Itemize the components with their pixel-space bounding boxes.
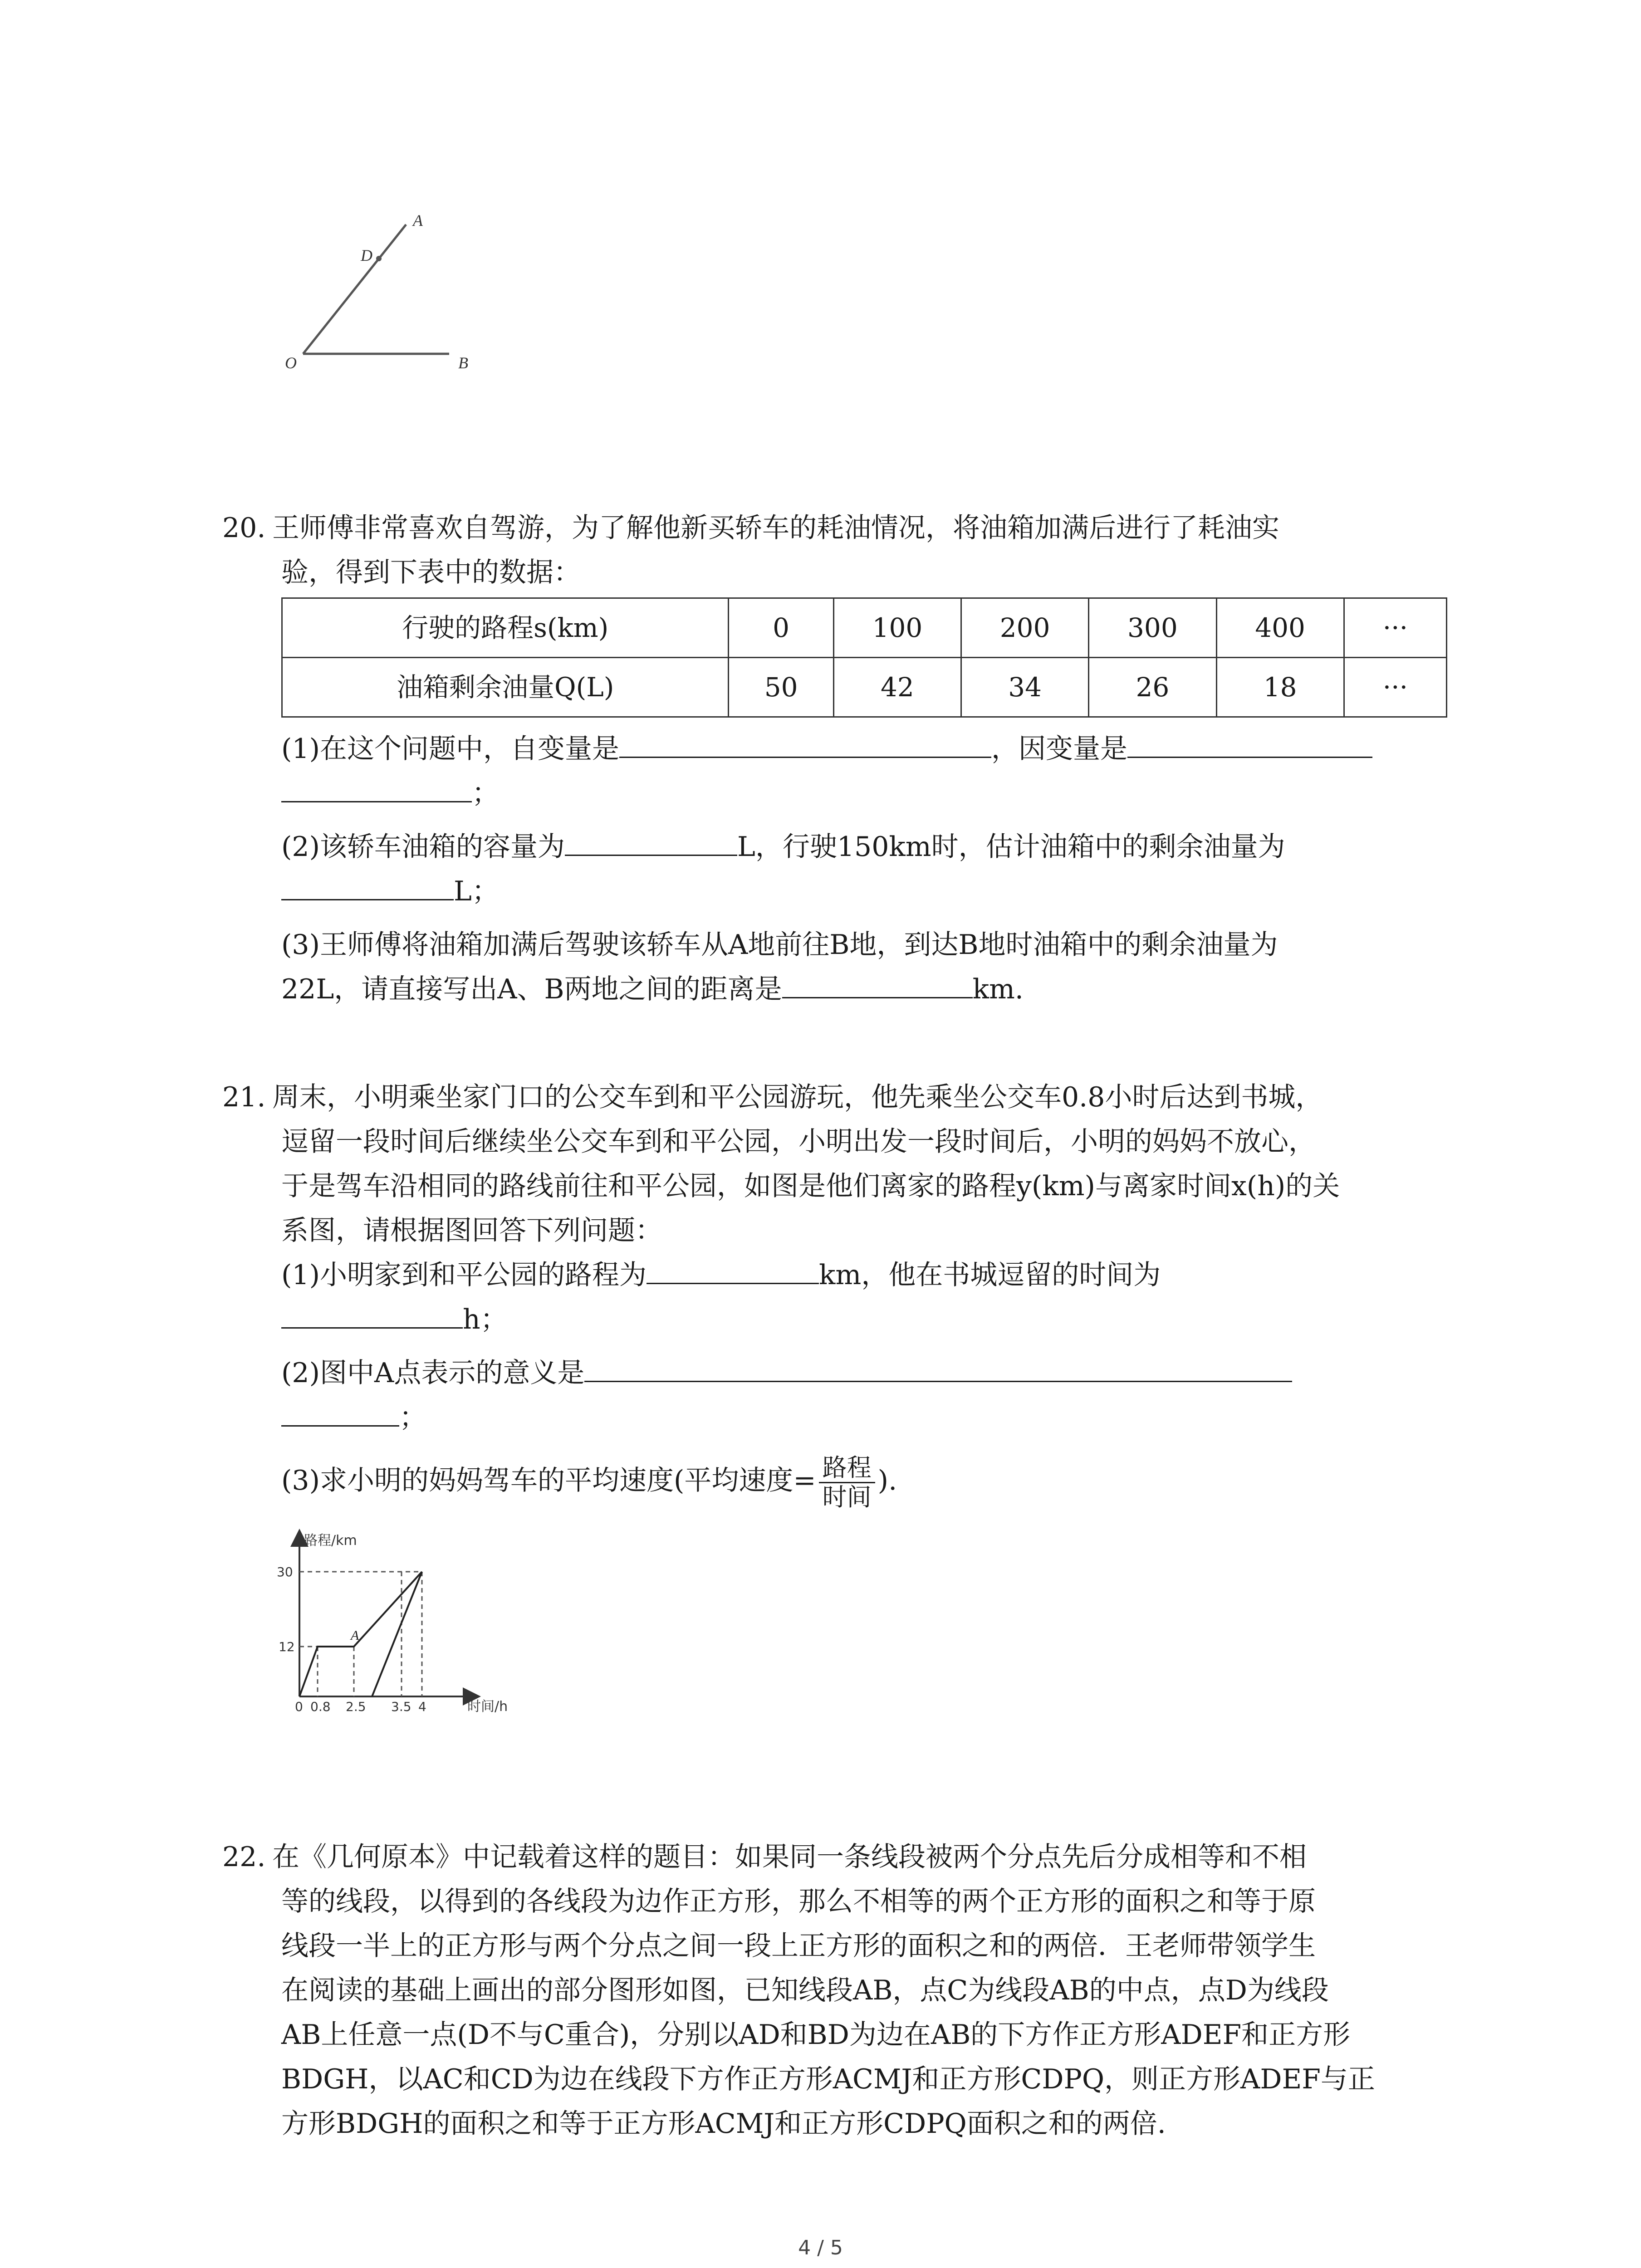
x-tick-label: 3.5 bbox=[391, 1699, 411, 1714]
part-2-end: L； bbox=[454, 875, 499, 907]
ray-oa bbox=[303, 225, 406, 354]
y-axis-label: 路程/km bbox=[304, 1533, 357, 1549]
y-tick-label: 12 bbox=[279, 1639, 295, 1654]
answer-blank[interactable] bbox=[647, 1255, 819, 1284]
question-number: 20. bbox=[222, 512, 266, 544]
x-tick-label: 2.5 bbox=[346, 1699, 366, 1714]
part-3-line-1: (3)王师傅将油箱加满后驾驶该轿车从A地前往B地，到达B地时油箱中的剩余油量为 bbox=[281, 929, 1278, 961]
row-label: 行驶的路程s(km) bbox=[282, 598, 729, 658]
table-cell: ··· bbox=[1344, 598, 1446, 658]
part-1-text: (1)在这个问题中，自变量是 bbox=[281, 733, 619, 765]
part-3-text: (3)求小明的妈妈驾车的平均速度(平均速度= bbox=[281, 1465, 816, 1496]
data-table bbox=[281, 597, 1447, 718]
fraction-numerator: 路程 bbox=[819, 1454, 875, 1483]
row-label: 油箱剩余油量Q(L) bbox=[282, 658, 729, 717]
part-1-text-b: km，他在书城逗留的时间为 bbox=[819, 1259, 1161, 1291]
stem-line-1: 王师傅非常喜欢自驾游，为了解他新买轿车的耗油情况，将油箱加满后进行了耗油实 bbox=[272, 512, 1279, 544]
table-cell: 0 bbox=[729, 598, 833, 658]
part-3-end: km. bbox=[972, 973, 1024, 1005]
part-1-text-b: ，因变量是 bbox=[991, 733, 1127, 765]
answer-blank[interactable] bbox=[782, 969, 973, 998]
part-3-end: ). bbox=[877, 1465, 897, 1496]
stem-line-2: 验，得到下表中的数据： bbox=[281, 557, 581, 588]
speed-fraction bbox=[819, 1454, 875, 1511]
table-row bbox=[282, 658, 1447, 717]
answer-blank[interactable] bbox=[281, 773, 472, 802]
part-2-text: (2)图中A点表示的意义是 bbox=[281, 1357, 585, 1389]
part-2-text: (2)该轿车油箱的容量为 bbox=[281, 831, 565, 863]
text-line: 等的线段，以得到的各线段为边作正方形，那么不相等的两个正方形的面积之和等于原 bbox=[281, 1886, 1316, 1917]
answer-blank[interactable] bbox=[281, 1299, 463, 1329]
mother-line bbox=[372, 1572, 422, 1696]
page-number: 4 / 5 bbox=[798, 2236, 843, 2259]
table-cell: 34 bbox=[961, 658, 1089, 717]
table-cell: 26 bbox=[1089, 658, 1216, 717]
text-line: 方形BDGH的面积之和等于正方形ACMJ和正方形CDPQ面积之和的两倍. bbox=[281, 2108, 1166, 2140]
text-line: 在阅读的基础上画出的部分图形如图，已知线段AB，点C为线段AB的中点，点D为线段 bbox=[281, 1975, 1329, 2006]
fraction-denominator: 时间 bbox=[822, 1482, 872, 1511]
answer-blank[interactable] bbox=[281, 1397, 399, 1427]
table-cell: 200 bbox=[961, 598, 1089, 658]
part-1-text: (1)小明家到和平公园的路程为 bbox=[281, 1259, 647, 1291]
table-row bbox=[282, 598, 1447, 658]
table-cell: 18 bbox=[1216, 658, 1344, 717]
point-a-label: A bbox=[351, 1628, 359, 1643]
stem-line-1: 周末，小明乘坐家门口的公交车到和平公园游玩，他先乘坐公交车0.8小时后达到书城， bbox=[272, 1081, 1323, 1113]
x-tick-label: 0 bbox=[295, 1699, 303, 1714]
table-cell: ··· bbox=[1344, 658, 1446, 717]
question-20 bbox=[222, 506, 1447, 1012]
distance-time-graph bbox=[268, 1529, 549, 1715]
angle-figure bbox=[272, 200, 499, 390]
table-cell: 50 bbox=[729, 658, 833, 717]
label-d: D bbox=[361, 246, 372, 264]
xiaoming-line bbox=[299, 1572, 422, 1696]
stem-line-3: 于是驾车沿相同的路线前往和平公园，如图是他们离家的路程y(km)与离家时间x(h)的关 bbox=[281, 1170, 1340, 1202]
x-tick-label: 0.8 bbox=[310, 1699, 331, 1714]
question-22 bbox=[222, 1835, 1447, 2146]
x-tick-label: 4 bbox=[418, 1699, 426, 1714]
question-21 bbox=[222, 1075, 1447, 1512]
part-1-end: ； bbox=[472, 777, 499, 809]
question-number: 21. bbox=[222, 1081, 266, 1113]
answer-blank[interactable] bbox=[619, 728, 991, 758]
table-cell: 42 bbox=[833, 658, 961, 717]
text-line: 在《几何原本》中记载着这样的题目：如果同一条线段被两个分点先后分成相等和不相 bbox=[272, 1841, 1307, 1873]
stem-line-4: 系图，请根据图回答下列问题： bbox=[281, 1215, 662, 1246]
label-a: A bbox=[413, 211, 423, 230]
text-line: BDGH，以AC和CD为边在线段下方作正方形ACMJ和正方形CDPQ，则正方形ADEF与正 bbox=[281, 2063, 1375, 2095]
text-line: AB上任意一点(D不与C重合)，分别以AD和BD为边在AB的下方作正方形ADEF和正方形 bbox=[281, 2019, 1351, 2051]
label-b: B bbox=[458, 354, 468, 372]
y-tick-label: 30 bbox=[277, 1564, 293, 1579]
question-number: 22. bbox=[222, 1841, 266, 1873]
answer-blank[interactable] bbox=[565, 826, 737, 856]
stem-line-2: 逗留一段时间后继续坐公交车到和平公园，小明出发一段时间后，小明的妈妈不放心， bbox=[281, 1126, 1316, 1158]
part-2-end: ； bbox=[399, 1402, 426, 1433]
table-cell: 300 bbox=[1089, 598, 1216, 658]
answer-blank[interactable] bbox=[584, 1353, 1292, 1382]
table-cell: 100 bbox=[833, 598, 961, 658]
part-1-end: h； bbox=[463, 1304, 508, 1335]
table-cell: 400 bbox=[1216, 598, 1344, 658]
answer-blank[interactable] bbox=[1127, 728, 1372, 758]
text-line: 线段一半上的正方形与两个分点之间一段上正方形的面积之和的两倍．王老师带领学生 bbox=[281, 1930, 1316, 1962]
part-2-text-b: L，行驶150km时，估计油箱中的剩余油量为 bbox=[737, 831, 1285, 863]
answer-blank[interactable] bbox=[281, 871, 454, 900]
x-axis-label: 时间/h bbox=[467, 1699, 508, 1715]
label-o: O bbox=[285, 354, 297, 372]
part-3-text: 22L，请直接写出A、B两地之间的距离是 bbox=[281, 973, 782, 1005]
point-d bbox=[376, 256, 382, 261]
